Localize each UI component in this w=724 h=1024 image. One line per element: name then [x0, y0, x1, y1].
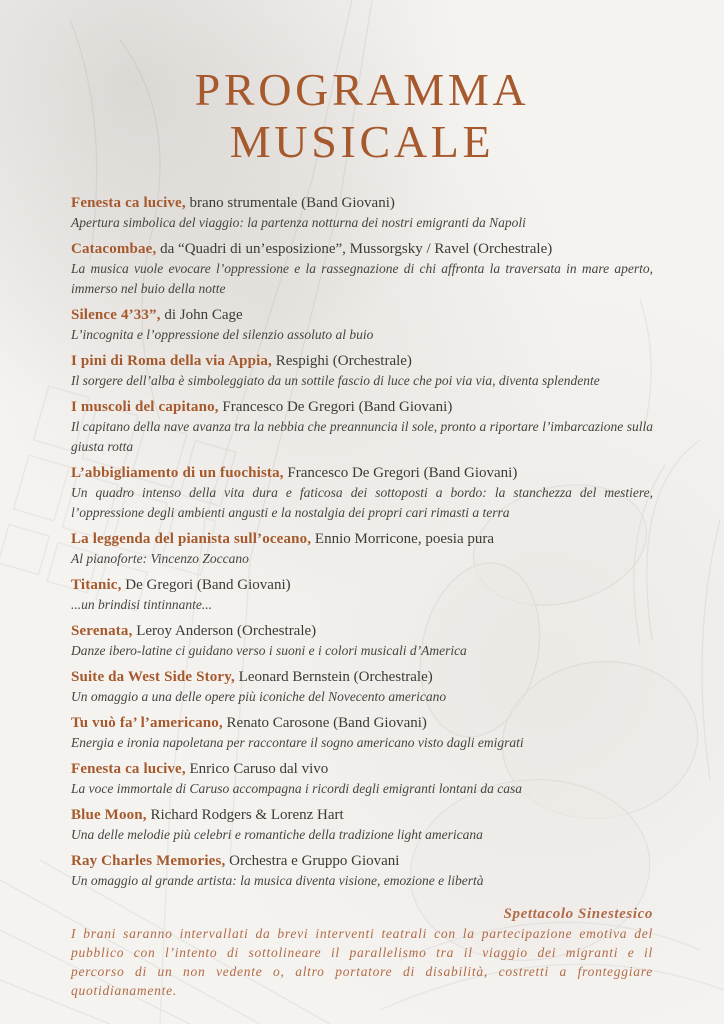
program-item	[71, 805, 653, 845]
program-item-subtitle: Leonard Bernstein (Orchestrale)	[234, 669, 433, 686]
program-item-title: Suite da West Side Story,	[71, 669, 235, 686]
program-item-title: Titanic,	[71, 577, 122, 594]
program-item-description: Un omaggio al grande artista: la musica diventa visione, emozione e libertà	[71, 873, 484, 889]
program-item	[71, 305, 653, 345]
program-item-description: L’incognita e l’oppressione del silenzio assoluto al buio	[71, 327, 374, 343]
program-item	[71, 463, 653, 523]
program-item-title: Catacombae,	[71, 241, 157, 258]
program-item-title: Serenata,	[71, 623, 133, 640]
footer-note: I brani saranno intervallati da brevi interventi teatrali con la partecipazione emotiva del pubblico con l’intento di sottolineare il parallelismo tra il viaggio dei migranti e il percorso di un non vedente o, altro portatore di disabilità, costretti a fronteggiare quotidianamente.	[71, 926, 653, 999]
program-item-description: Il sorgere dell’alba è simboleggiato da un sottile fascio di luce che poi via via, diventa splendente	[71, 373, 600, 389]
program-item-title: I pini di Roma della via Appia,	[71, 353, 272, 370]
program-item-head	[71, 305, 653, 325]
program-item	[71, 239, 653, 299]
program-item-head	[71, 193, 653, 213]
program-item-subtitle: Richard Rodgers & Lorenz Hart	[146, 807, 344, 824]
program-item-subtitle: di John Cage	[160, 307, 243, 324]
program-item-head	[71, 239, 653, 259]
program-item	[71, 575, 653, 615]
program-item	[71, 193, 653, 233]
program-item-subtitle: Francesco De Gregori (Band Giovani)	[218, 399, 453, 416]
program-item-description: Al pianoforte: Vincenzo Zoccano	[71, 551, 249, 567]
footer	[71, 905, 653, 1000]
page-title	[71, 64, 653, 167]
program-item-head	[71, 463, 653, 483]
program-item-head	[71, 397, 653, 417]
program-item-title: I muscoli del capitano,	[71, 399, 219, 416]
program-item	[71, 397, 653, 457]
program-item-subtitle: Respighi (Orchestrale)	[271, 353, 412, 370]
page-title-line1: PROGRAMMA	[194, 64, 530, 115]
footer-heading: Spettacolo Sinestesico	[503, 906, 653, 923]
program-item-subtitle: De Gregori (Band Giovani)	[121, 577, 291, 594]
program-item-head	[71, 621, 653, 641]
program-item-head	[71, 667, 653, 687]
program-item-description: Un quadro intenso della vita dura e faticosa dei sottoposti a bordo: la stanchezza del mestiere, l’oppressione degli ambienti angusti e la nostalgia dei propri cari rimasti a terra	[71, 485, 653, 521]
program-item-title: La leggenda del pianista sull’oceano,	[71, 531, 312, 548]
program-item-subtitle: da “Quadri di un’esposizione”, Mussorgsky / Ravel (Orchestrale)	[156, 241, 553, 258]
program-item	[71, 713, 653, 753]
program-item-subtitle: Francesco De Gregori (Band Giovani)	[283, 465, 518, 482]
program-item-head	[71, 805, 653, 825]
program-item-subtitle: Leroy Anderson (Orchestrale)	[132, 623, 317, 640]
program-list	[71, 193, 653, 891]
program-item-description: Un omaggio a una delle opere più iconiche del Novecento americano	[71, 689, 447, 705]
program-item-title: L’abbigliamento di un fuochista,	[71, 465, 284, 482]
program-item	[71, 621, 653, 661]
program-item-description: La voce immortale di Caruso accompagna i ricordi degli emigranti lontani da casa	[71, 781, 522, 797]
program-item-head	[71, 759, 653, 779]
program-item	[71, 851, 653, 891]
program-item-description: Apertura simbolica del viaggio: la partenza notturna dei nostri emigranti da Napoli	[71, 215, 526, 231]
page-title-line2: MUSICALE	[229, 115, 495, 167]
program-item-title: Fenesta ca lucive,	[71, 195, 186, 212]
program-item-head	[71, 851, 653, 871]
program-item-head	[71, 575, 653, 595]
program-item-description: Una delle melodie più celebri e romantiche della tradizione light americana	[71, 827, 483, 843]
program-item-subtitle: Renato Carosone (Band Giovani)	[222, 715, 427, 732]
program-item-subtitle: Enrico Caruso dal vivo	[185, 761, 329, 778]
program-item	[71, 529, 653, 569]
program-item-title: Ray Charles Memories,	[71, 853, 226, 870]
program-item-description: Energia e ironia napoletana per raccontare il sogno americano visto dagli emigrati	[71, 735, 524, 751]
program-item-description: La musica vuole evocare l’oppressione e la rassegnazione di chi affronta la traversata in mare aperto, immerso nel buio della notte	[71, 261, 653, 297]
program-item-subtitle: brano strumentale (Band Giovani)	[185, 195, 395, 212]
program-item-description: ...un brindisi tintinnante...	[71, 597, 213, 613]
program-item-title: Fenesta ca lucive,	[71, 761, 186, 778]
program-item	[71, 351, 653, 391]
program-item-title: Blue Moon,	[71, 807, 147, 824]
program-item-head	[71, 351, 653, 371]
program-item-title: Tu vuò fa’ l’americano,	[71, 715, 223, 732]
program-item-subtitle: Orchestra e Gruppo Giovani	[225, 853, 400, 870]
program-item-description: Il capitano della nave avanza tra la nebbia che preannuncia il sole, pronto a riportare l’imbarcazione sulla giusta rotta	[71, 419, 653, 455]
program-item-subtitle: Ennio Morricone, poesia pura	[311, 531, 495, 548]
program-item-title: Silence 4’33”,	[71, 307, 161, 324]
program-item-description: Danze ibero-latine ci guidano verso i suoni e i colori musicali d’America	[71, 643, 467, 659]
program-item-head	[71, 713, 653, 733]
program-item-head	[71, 529, 653, 549]
program-item	[71, 667, 653, 707]
program-item	[71, 759, 653, 799]
